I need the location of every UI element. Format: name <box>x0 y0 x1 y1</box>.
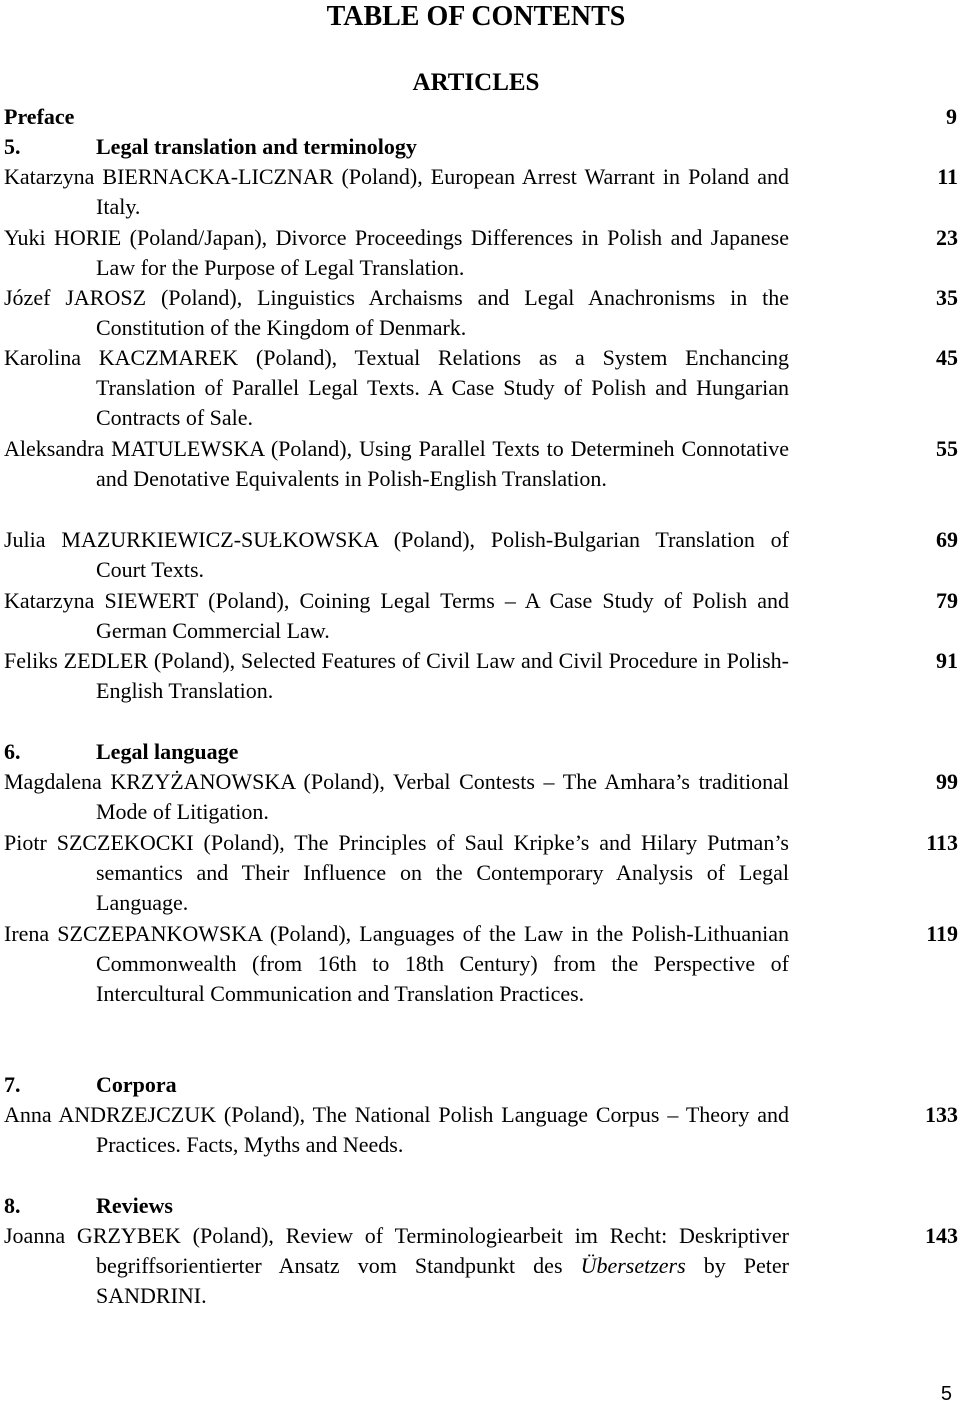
section-subtitle: ARTICLES <box>412 69 540 96</box>
toc-page-number: 11 <box>937 164 958 189</box>
toc-page-number: 99 <box>936 769 958 794</box>
toc-page-number: 79 <box>936 588 958 613</box>
toc-page-number: 23 <box>936 225 958 250</box>
section-number: 5. <box>4 134 21 159</box>
toc-entry[interactable]: Irena SZCZEPANKOWSKA (Poland), Languages of the Law in the Polish-Lithuanian Commonwealth (from 16th to 18th Century) from the Perspective of Intercultural Communication and Translation Practices. <box>4 921 789 1007</box>
toc-entry[interactable]: Katarzyna SIEWERT (Poland), Coining Legal Terms – A Case Study of Polish and German Commercial Law. <box>4 588 789 644</box>
section-number: 8. <box>4 1193 21 1218</box>
footer-page-number: 5 <box>940 1383 952 1405</box>
toc-entry[interactable]: Yuki HORIE (Poland/Japan), Divorce Proceedings Differences in Polish and Japanese Law for the Purpose of Legal Translation. <box>4 225 789 281</box>
section-heading-5 <box>4 132 959 162</box>
entry-text-after: by Peter SANDRINI. <box>96 1253 790 1309</box>
toc-entry[interactable]: Piotr SZCZEKOCKI (Poland), The Principles of Saul Kripke’s and Hilary Putman’s semantics and Their Influence on the Contemporary Analysis of Legal Language. <box>4 830 789 916</box>
entry-text-before: Joanna GRZYBEK (Poland), Review of Terminologiearbeit im Recht: Deskriptiver begriffsorientierter Ansatz vom Standpunkt des <box>4 1223 789 1279</box>
entry-text-italic: Übersetzers <box>580 1253 686 1279</box>
section-heading-text: Legal translation and terminology <box>96 134 417 159</box>
toc-page-number: 91 <box>936 648 958 673</box>
toc-entry[interactable]: Józef JAROSZ (Poland), Linguistics Archaisms and Legal Anachronisms in the Constitution of the Kingdom of Denmark. <box>4 285 789 341</box>
page-title: TABLE OF CONTENTS <box>326 1 626 32</box>
toc-entry[interactable]: Katarzyna BIERNACKA-LICZNAR (Poland), European Arrest Warrant in Poland and Italy. <box>4 164 789 220</box>
preface-line[interactable] <box>4 102 959 132</box>
toc-entry[interactable]: Karolina KACZMAREK (Poland), Textual Relations as a System Enchancing Translation of Parallel Legal Texts. A Case Study of Polish and Hungarian Contracts of Sale. <box>4 345 789 431</box>
section-heading-text: Corpora <box>96 1072 177 1097</box>
preface-page: 9 <box>946 104 957 129</box>
section-heading-7 <box>4 1070 959 1100</box>
toc-entry[interactable]: Magdalena KRZYŻANOWSKA (Poland), Verbal Contests – The Amhara’s traditional Mode of Litigation. <box>4 769 789 825</box>
toc-page-number: 35 <box>936 285 958 310</box>
section-heading-text: Reviews <box>96 1193 173 1218</box>
toc-page-number: 69 <box>936 527 958 552</box>
toc-entry[interactable]: Anna ANDRZEJCZUK (Poland), The National Polish Language Corpus – Theory and Practices. Facts, Myths and Needs. <box>4 1102 789 1158</box>
toc-page-number: 45 <box>936 345 958 370</box>
section-heading-8 <box>4 1191 959 1221</box>
toc-entry[interactable]: Julia MAZURKIEWICZ-SUŁKOWSKA (Poland), Polish-Bulgarian Translation of Court Texts. <box>4 527 789 583</box>
toc-page-number: 55 <box>936 436 958 461</box>
section-number: 7. <box>4 1072 21 1097</box>
toc-page-number: 119 <box>926 921 958 946</box>
toc-entry[interactable]: Feliks ZEDLER (Poland), Selected Features of Civil Law and Civil Procedure in Polish-English Translation. <box>4 648 789 704</box>
section-number: 6. <box>4 739 21 764</box>
toc-entry[interactable] <box>4 1221 789 1312</box>
section-heading-6 <box>4 737 959 767</box>
toc-page-number: 143 <box>925 1223 958 1248</box>
toc-page-number: 133 <box>925 1102 958 1127</box>
toc-entry[interactable]: Aleksandra MATULEWSKA (Poland), Using Parallel Texts to Determineh Connotative and Denotative Equivalents in Polish-English Translation. <box>4 436 789 492</box>
toc-page-number: 113 <box>926 830 958 855</box>
section-heading-text: Legal language <box>96 739 239 764</box>
preface-label: Preface <box>4 104 75 129</box>
